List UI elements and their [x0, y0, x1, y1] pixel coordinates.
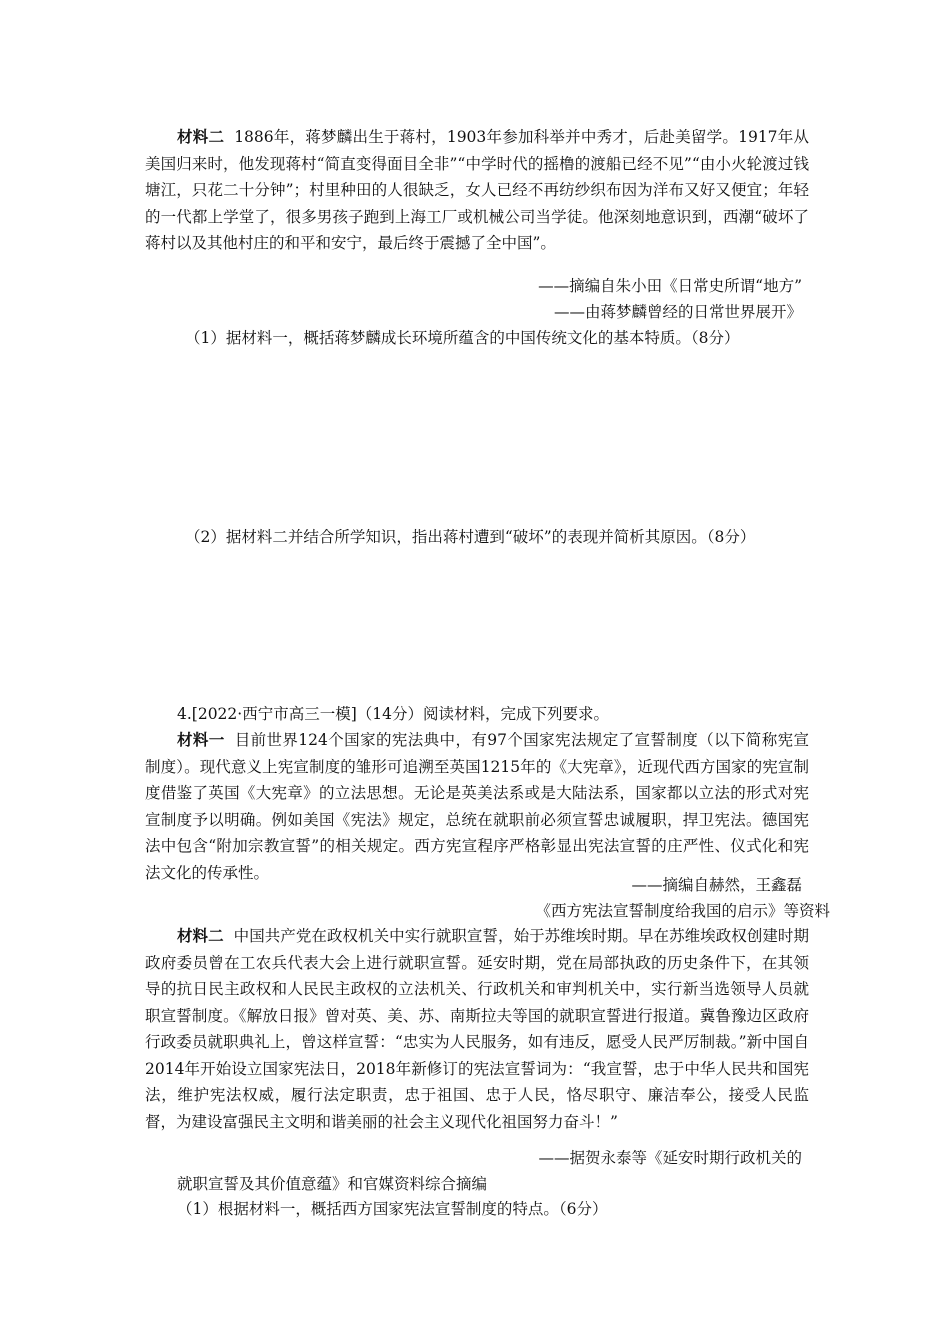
q4-material2-source-line2: 就职宣誓及其价值意蕴》和官媒资料综合摘编 [177, 1175, 488, 1193]
question-3-2: （2）据材料二并结合所学知识，指出蒋村遭到“破坏”的表现并简析其原因。（8分） [185, 528, 756, 546]
material2-label: 材料二 [177, 127, 225, 146]
question-4-1: （1）根据材料一，概括西方国家宪法宣誓制度的特点。（6分） [177, 1200, 608, 1218]
q4-material2-paragraph [145, 923, 809, 1135]
question-3-1: （1）据材料一，概括蒋梦麟成长环境所蕴含的中国传统文化的基本特质。（8分） [185, 329, 740, 347]
q4-material1-source-line1: ——摘编自赫然，王鑫磊 [631, 876, 802, 894]
q4-material2-label: 材料二 [177, 926, 224, 945]
q4-material1-paragraph [145, 727, 809, 886]
question-4-header: 4.[2022·西宁市高三一模]（14分）阅读材料，完成下列要求。 [177, 705, 609, 723]
material2-paragraph [145, 124, 809, 257]
q4-material2-text: 中国共产党在政权机关中实行就职宣誓，始于苏维埃时期。早在苏维埃政权创建时期政府委员曾在工农兵代表大会上进行就职宣誓。延安时期，党在局部执政的历史条件下，在其领导的抗日民主政权和人民民主政权的立法机关、行政机关和审判机关中，实行新当选领导人员就职宣誓制度。《解放日报》曾对英、美、苏、南斯拉夫等国的就职宣誓进行报道。冀鲁豫边区政府行政委员就职典礼上，曾这样宣誓：“忠实为人民服务，如有违反，愿受人民严厉制裁。”新中国自2014年开始设立国家宪法日，2018年新修订的宪法宣誓词为：“我宣誓，忠于中华人民共和国宪法，维护宪法权威，履行法定职责，忠于祖国、忠于人民，恪尽职守、廉洁奉公，接受人民监督，为建设富强民主文明和谐美丽的社会主义现代化祖国努力奋斗！” [145, 927, 809, 1131]
material2-source-line2: ——由蒋梦麟曾经的日常世界展开》 [553, 303, 802, 321]
material2-text: 1886年，蒋梦麟出生于蒋村，1903年参加科举并中秀才，后赴美留学。1917年从美国归来时，他发现蒋村“简直变得面目全非”“中学时代的摇橹的渡船已经不见”“由小火轮渡过钱塘江，只花二十分钟”；村里种田的人很缺乏，女人已经不再纺纱织布因为洋布又好又便宜；年轻的一代都上学堂了，很多男孩子跑到上海工厂或机械公司当学徒。他深刻地意识到，西潮“破坏了蒋村以及其他村庄的和平和安宁，最后终于震撼了全中国”。 [145, 128, 809, 252]
material2-source-line1: ——摘编自朱小田《日常史所谓“地方” [538, 277, 802, 295]
q4-material1-source-line2: 《西方宪法宣誓制度给我国的启示》等资料 [535, 902, 830, 920]
q4-material1-text: 目前世界124个国家的宪法典中，有97个国家宪法规定了宣誓制度（以下简称宪宣制度）。现代意义上宪宣制度的雏形可追溯至英国1215年的《大宪章》，近现代西方国家的宪宣制度借鉴了英国《大宪章》的立法思想。无论是英美法系或是大陆法系，国家都以立法的形式对宪宣制度予以明确。例如美国《宪法》规定，总统在就职前必须宣誓忠诚履职，捍卫宪法。德国宪法中包含“附加宗教宣誓”的相关规定。西方宪宣程序严格彰显出宪法宣誓的庄严性、仪式化和宪法文化的传承性。 [145, 731, 809, 882]
q4-material2-source-line1: ——据贺永泰等《延安时期行政机关的 [538, 1149, 802, 1167]
q4-material1-label: 材料一 [177, 730, 225, 749]
